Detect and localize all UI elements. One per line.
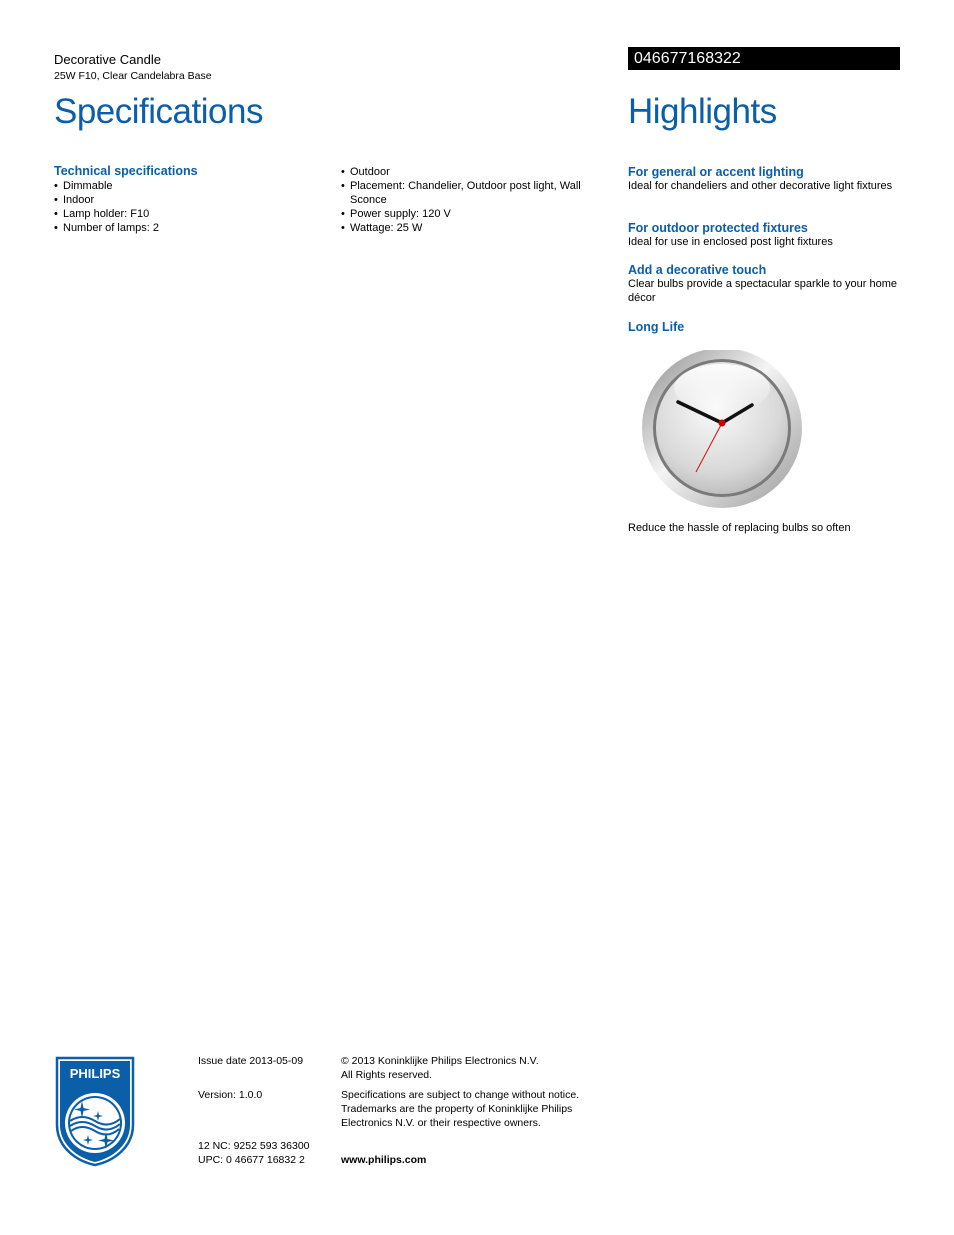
highlight-heading: For outdoor protected fixtures <box>628 221 808 235</box>
notice-line: Trademarks are the property of Koninklijke Philips <box>341 1103 573 1115</box>
product-subtitle: 25W F10, Clear Candelabra Base <box>54 70 212 82</box>
highlight-heading: For general or accent lighting <box>628 165 804 179</box>
philips-logo-text: PHILIPS <box>69 1066 121 1081</box>
version: Version: 1.0.0 <box>198 1089 263 1101</box>
notice-line: Electronics N.V. or their respective owners. <box>341 1117 541 1129</box>
spec-item: • Placement: Chandelier, Outdoor post light, Wall Sconce <box>341 179 606 207</box>
highlight-body: Reduce the hassle of replacing bulbs so often <box>628 522 851 534</box>
spec-item: • Outdoor <box>341 165 606 179</box>
highlight-heading: Add a decorative touch <box>628 263 767 277</box>
highlight-body: Clear bulbs provide a spectacular sparkle to your home décor <box>628 278 898 304</box>
specifications-title: Specifications <box>54 92 263 131</box>
spec-item: • Power supply: 120 V <box>341 207 606 221</box>
spec-item: • Indoor <box>54 193 324 207</box>
product-code-bar: 046677168322 <box>628 47 900 70</box>
highlight-body: Ideal for chandeliers and other decorative light fixtures <box>628 180 893 192</box>
nc-number: 12 NC: 9252 593 36300 <box>198 1140 310 1152</box>
highlight-body: Ideal for use in enclosed post light fixtures <box>628 236 833 248</box>
notice-line: Specifications are subject to change without notice. <box>341 1089 580 1101</box>
spec-item: • Lamp holder: F10 <box>54 207 324 221</box>
spec-item: • Number of lamps: 2 <box>54 221 324 235</box>
spec-item: • Wattage: 25 W <box>341 221 606 235</box>
copyright-line: © 2013 Koninklijke Philips Electronics N.V. <box>341 1055 539 1067</box>
spec-list-col2 <box>341 165 606 235</box>
technical-specifications-heading: Technical specifications <box>54 164 198 178</box>
rights-line: All Rights reserved. <box>341 1069 433 1081</box>
clock-image <box>640 350 804 514</box>
spec-item: • Dimmable <box>54 179 324 193</box>
product-name: Decorative Candle <box>54 52 161 67</box>
philips-logo <box>54 1055 136 1167</box>
highlight-heading: Long Life <box>628 320 685 334</box>
highlights-title: Highlights <box>628 92 777 131</box>
issue-date: Issue date 2013-05-09 <box>198 1055 304 1067</box>
clock-center-pin <box>719 420 726 427</box>
upc-number: UPC: 0 46677 16832 2 <box>198 1154 305 1166</box>
clock-shine <box>674 364 770 412</box>
website-link[interactable]: www.philips.com <box>341 1154 427 1166</box>
spec-list-col1 <box>54 179 324 235</box>
